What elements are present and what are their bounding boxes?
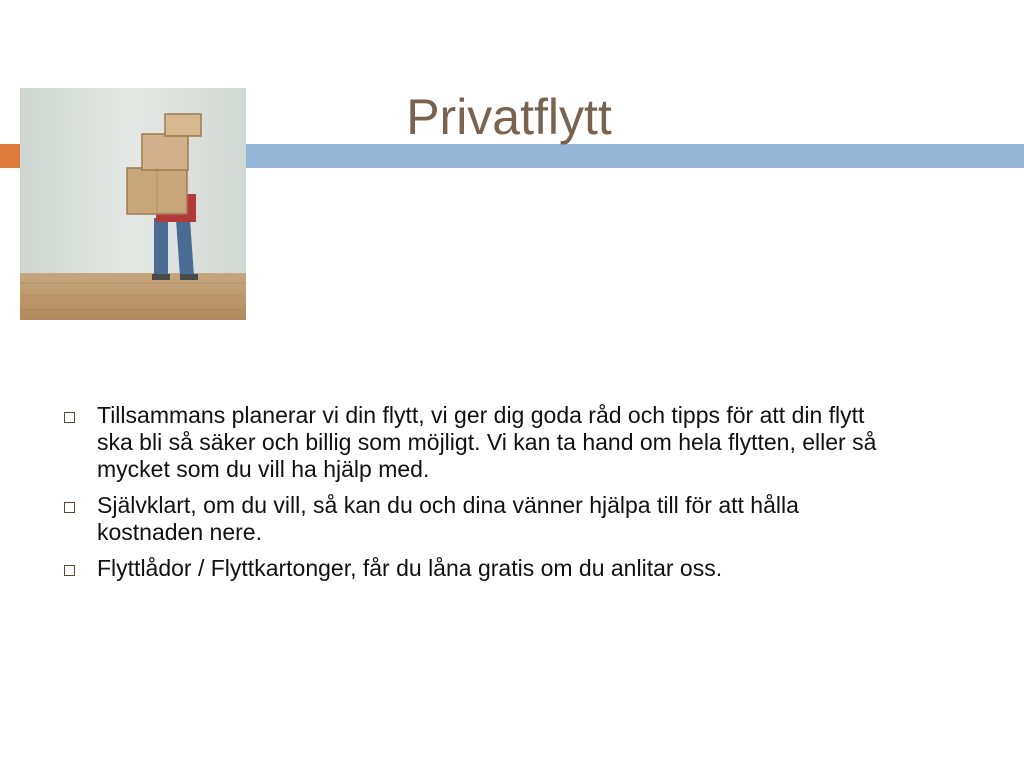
- hollow-square-bullet-icon: [64, 565, 75, 576]
- accent-orange-bar: [0, 144, 20, 168]
- person-carrying-boxes-photo: [20, 88, 246, 320]
- hollow-square-bullet-icon: [64, 412, 75, 423]
- bullet-list: [64, 402, 884, 591]
- list-item: [64, 402, 884, 483]
- list-item: [64, 555, 884, 582]
- bullet-text: Flyttlådor / Flyttkartonger, får du låna gratis om du anlitar oss.: [97, 555, 723, 581]
- bullet-text: Självklart, om du vill, så kan du och dina vänner hjälpa till för att hålla kostnaden nere.: [97, 492, 799, 545]
- slide-title: Privatflytt: [406, 89, 612, 145]
- hollow-square-bullet-icon: [64, 502, 75, 513]
- list-item: [64, 492, 884, 546]
- bullet-text: Tillsammans planerar vi din flytt, vi ger dig goda råd och tipps för att din flytt ska bli så säker och billig som möjligt. Vi kan ta hand om hela flytten, eller så mycket som du vill ha hjälp med.: [97, 402, 877, 482]
